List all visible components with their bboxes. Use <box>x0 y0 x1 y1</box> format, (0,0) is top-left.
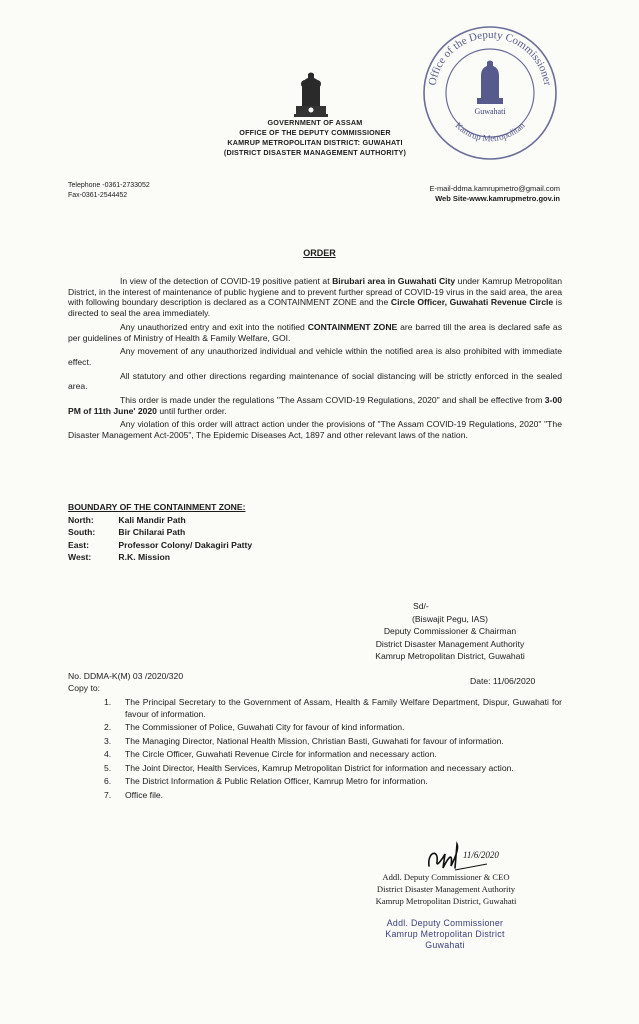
addl-line-3: Kamrup Metropolitan District, Guwahati <box>375 895 517 906</box>
seal-bottom-text: Kamrup Metropolitan <box>453 120 527 144</box>
copy-item: 5. The Joint Director, Health Services, Kamrup Metropolitan District for information and necessary action. <box>104 762 514 773</box>
paragraph-5: This order is made under the regulations "The Assam COVID-19 Regulations, 2020" and shall be effective from 3-00 PM of 11th June' 2020 until further order. <box>68 395 562 416</box>
addl-line-2: District Disaster Management Authority <box>376 883 516 894</box>
paragraph-4: All statutory and other directions regarding maintenance of social distancing will be strictly enforced in the sealed area. <box>68 370 562 392</box>
office-seal-stamp <box>415 18 565 168</box>
signatory-name: (Biswajit Pegu, IAS) <box>412 613 488 624</box>
boundary-title: BOUNDARY OF THE CONTAINMENT ZONE: <box>68 502 246 512</box>
signatory-authority: District Disaster Management Authority <box>375 638 525 649</box>
copy-item: 4. The Circle Officer, Guwahati Revenue Circle for information and necessary action. <box>104 749 437 759</box>
addl-line-1: Addl. Deputy Commissioner & CEO <box>382 872 510 882</box>
order-title: ORDER <box>303 248 336 258</box>
copy-item: 7. Office file. <box>104 789 164 800</box>
email-text: E-mail-ddma.kamrupmetro@gmail.com <box>429 184 560 193</box>
stamp-line-1: Addl. Deputy Commissioner <box>386 918 504 928</box>
addl-dc-stamp <box>330 918 560 951</box>
boundary-east: East: Professor Colony/ Dakagiri Patty <box>68 539 253 550</box>
boundary-west: West: R.K. Mission <box>68 552 170 562</box>
copy-item: 3. The Managing Director, National Health Mission, Christian Basti, Guwahati for favour of information. <box>104 735 504 746</box>
memo-number: No. DDMA-K(M) 03 /2020/320 <box>68 671 184 681</box>
seal-top-text: Office of the Deputy Commissioner <box>426 28 554 87</box>
header-line-2: OFFICE OF THE DEPUTY COMMISSIONER <box>239 128 391 137</box>
stamp-line-2: Kamrup Metropolitan District <box>385 929 505 939</box>
paragraph-1: In view of the detection of COVID-19 positive patient at Birubari area in Guwahati City under Kamrup Metropolitan District, in the interest of maintenance of public hygiene and to prevent further spread of COVID-19 virus in the said area, the area with following boundary description is declared as a CONTAINMENT ZONE and the Circle Officer, Guwahati Revenue Circle is directed to seal the area immediately. <box>68 276 563 319</box>
copy-item: 6. The District Information & Public Relation Officer, Kamrup Metro for information. <box>104 776 428 786</box>
order-body <box>68 276 562 444</box>
signatory-block <box>330 600 570 663</box>
paragraph-2: Any unauthorized entry and exit into the notified CONTAINMENT ZONE are barred till the area is declared safe as per guidelines of Ministry of Health & Family Welfare, GOI. <box>68 321 562 343</box>
header-line-3: KAMRUP METROPOLITAN DISTRICT: GUWAHATI <box>227 138 403 147</box>
containment-boundary <box>68 501 252 564</box>
paragraph-6: Any violation of this order will attract action under the provisions of "The Assam COVID-19 Regulations, 2020" "The Disaster Management Act-2005", The Epidemic Diseases Act, 1897 and other relevant laws of the nation. <box>68 419 562 441</box>
contact-phone-fax <box>68 181 150 201</box>
copy-item: 2. The Commissioner of Police, Guwahati City for favour of kind information. <box>104 722 405 732</box>
telephone-text: Telephone -0361-2733052 <box>68 182 150 189</box>
boundary-north: North: Kali Mandir Path <box>68 514 186 525</box>
copy-item: 1. The Principal Secretary to the Government of Assam, Health & Family Welfare Department, Dispur, Guwahati for favour of information. <box>104 697 562 719</box>
copy-list <box>68 697 562 803</box>
state-emblem-icon <box>290 70 332 118</box>
stamp-line-3: Guwahati <box>425 940 465 950</box>
sd-text: Sd/- <box>413 601 429 611</box>
paragraph-3: Any movement of any unauthorized individual and vehicle within the notified area is also prohibited with immediate effect. <box>68 346 562 367</box>
addl-dc-block <box>326 872 566 907</box>
handwritten-signature <box>425 840 505 872</box>
header-line-1: GOVERNMENT OF ASSAM <box>267 118 363 127</box>
fax-text: Fax-0361-2544452 <box>68 192 128 199</box>
header-line-4: (DISTRICT DISASTER MANAGEMENT AUTHORITY) <box>223 148 407 157</box>
svg-text:Kamrup Metropolitan <box>453 120 527 144</box>
contact-web <box>390 184 560 204</box>
signatory-designation: Deputy Commissioner & Chairman <box>383 626 517 636</box>
copy-to-label: Copy to: <box>68 683 101 693</box>
boundary-south: South: Bir Chilarai Path <box>68 527 186 537</box>
signatory-district: Kamrup Metropolitan District, Guwahati <box>375 651 525 661</box>
signature-date: 11/6/2020 <box>463 850 499 860</box>
office-header <box>200 118 430 158</box>
memo-block <box>68 670 183 694</box>
seal-center-text: Guwahati <box>474 107 506 116</box>
website-text: Web Site-www.kamrupmetro.gov.in <box>435 194 560 203</box>
seal-emblem-icon <box>477 61 503 105</box>
order-date: Date: 11/06/2020 <box>470 676 536 686</box>
